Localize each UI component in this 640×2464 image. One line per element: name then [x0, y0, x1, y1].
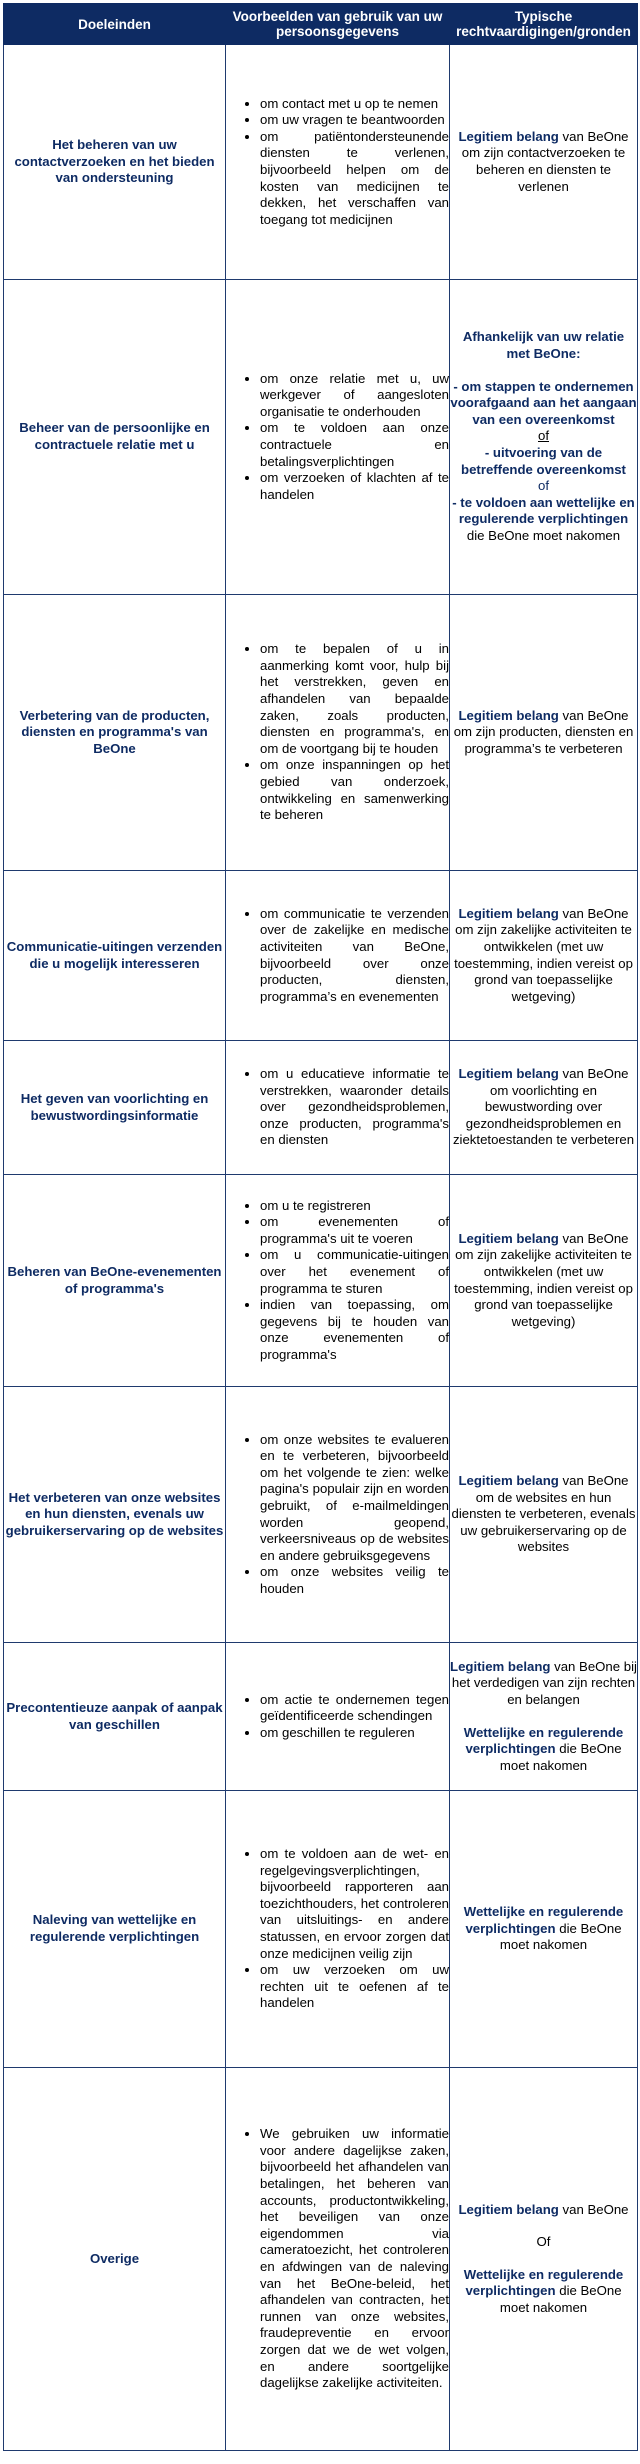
basis-bold: Legitiem belang — [458, 1066, 559, 1082]
basis-text: die BeOne moet nakomen — [499, 2283, 622, 2315]
basis-text: van BeOne bij het verdedigen van zijn rechten en belangen — [451, 1658, 637, 1707]
example-item: • om te voldoen aan onze contractuele en betalingsverplichtingen — [260, 420, 449, 470]
basis-text: die BeOne moet nakomen — [499, 1741, 622, 1773]
example-item: • om onze inspanningen op het gebied van onderzoek, ontwikkeling en samenwerking te beheren — [260, 757, 449, 823]
basis-text: van BeOne om voorlichting en bewustwording over gezondheidsproblemen en ziektetoestanden te verbeteren — [452, 1066, 635, 1148]
basis-text: die BeOne moet nakomen — [466, 527, 621, 543]
examples-cell — [226, 1791, 450, 2068]
table-row — [4, 1175, 638, 1387]
example-item: • om te bepalen of u in aanmerking komt voor, hulp bij het verstrekken, geven en afhandelen van bepaalde zaken, zoals producten, diensten en programma's, en om de voortgang bij te houden — [260, 641, 449, 757]
basis-cell — [450, 1791, 638, 2068]
basis-text: van BeOne om zijn contactverzoeken te beheren en diensten te verlenen — [461, 128, 629, 194]
basis-cell — [450, 2068, 638, 2451]
purpose-cell: Het geven van voorlichting en bewustwordingsinformatie — [4, 1041, 226, 1175]
table-row — [4, 2068, 638, 2451]
basis-text: van BeOne om zijn zakelijke activiteiten te ontwikkelen (met uw toestemming, indien vereist op grond van toepasselijke wetgeving) — [454, 1230, 633, 1329]
example-item: • om uw vragen te beantwoorden — [260, 112, 449, 129]
table-row — [4, 1643, 638, 1791]
purpose-cell: Communicatie-uitingen verzenden die u mogelijk interesseren — [4, 871, 226, 1041]
basis-or: of — [538, 478, 549, 494]
table-row — [4, 45, 638, 280]
basis-bold: Legitiem belang — [458, 2201, 559, 2217]
basis-bold: Legitiem belang — [458, 128, 559, 144]
table-header-row — [4, 4, 638, 45]
examples-cell — [226, 1387, 450, 1643]
example-item: • indien van toepassing, om gegevens bij te houden van onze evenementen of programma's — [260, 1297, 449, 1363]
examples-cell — [226, 280, 450, 595]
table-row — [4, 1387, 638, 1643]
basis-text: van BeOne — [558, 2201, 629, 2217]
basis-bold: Legitiem belang — [450, 1658, 551, 1674]
basis-text: van BeOne om de websites en hun diensten te verbeteren, evenals uw gebruikerservaring op de websites — [451, 1473, 636, 1555]
basis-bold: Wettelijke en regulerende verplichtingen — [463, 2266, 624, 2299]
examples-cell — [226, 1041, 450, 1175]
example-item: • om patiëntondersteunende diensten te verlenen, bijvoorbeeld helpen om de kosten van medicijnen te dekken, het verschaffen van toegang tot medicijnen — [260, 129, 449, 229]
basis-item: - te voldoen aan wettelijke en regulerende verplichtingen — [452, 494, 635, 527]
example-item: • om verzoeken of klachten af te handelen — [260, 470, 449, 503]
examples-cell — [226, 45, 450, 280]
basis-or: Of — [536, 2234, 551, 2250]
basis-cell — [450, 1643, 638, 1791]
basis-bold: Wettelijke en regulerende verplichtingen — [463, 1904, 624, 1936]
examples-cell — [226, 595, 450, 871]
example-item: • om onze websites te evalueren en te verbeteren, bijvoorbeeld om het volgende te zien: welke pagina's populair zijn en worden gebruikt, of e-mailmeldingen worden geopend, verkeersniveaus op de websites en andere gebruiksgegevens — [260, 1432, 449, 1565]
purpose-cell: Precontentieuze aanpak of aanpak van geschillen — [4, 1643, 226, 1791]
example-item: • om onze relatie met u, uw werkgever of aangesloten organisatie te onderhouden — [260, 371, 449, 421]
example-item: • om onze websites veilig te houden — [260, 1564, 449, 1597]
examples-cell — [226, 1175, 450, 1387]
header-basis: Typische rechtvaardigingen/gronden — [450, 4, 638, 45]
example-item: • om evenementen of programma's uit te voeren — [260, 1214, 449, 1247]
purpose-cell: Beheer van de persoonlijke en contractuele relatie met u — [4, 280, 226, 595]
basis-cell — [450, 1041, 638, 1175]
examples-cell — [226, 871, 450, 1041]
basis-bold: Legitiem belang — [458, 707, 559, 723]
basis-cell — [450, 1175, 638, 1387]
basis-item: - om stappen te ondernemen voorafgaand aan het aangaan van een overeenkomst — [450, 378, 637, 427]
basis-bold: Legitiem belang — [458, 1230, 559, 1246]
basis-cell — [450, 45, 638, 280]
example-item: • om geschillen te reguleren — [260, 1725, 449, 1742]
basis-bold: Legitiem belang — [458, 1473, 559, 1489]
example-item: • om actie te ondernemen tegen geïdentificeerde schendingen — [260, 1692, 449, 1725]
table-row — [4, 871, 638, 1041]
header-purposes: Doeleinden — [4, 4, 226, 45]
basis-text: die BeOne moet nakomen — [499, 1920, 622, 1953]
example-item: • om uw verzoeken om uw rechten uit te oefenen af te handelen — [260, 1962, 449, 2012]
privacy-purposes-table — [3, 3, 638, 2451]
table-row — [4, 1041, 638, 1175]
purpose-cell: Beheren van BeOne-evenementen of programma's — [4, 1175, 226, 1387]
basis-cell — [450, 871, 638, 1041]
example-item: • om u communicatie-uitingen over het evenement of programma te sturen — [260, 1247, 449, 1297]
purpose-cell: Verbetering van de producten, diensten en programma's van BeOne — [4, 595, 226, 871]
basis-or: of — [538, 428, 549, 444]
table-row — [4, 595, 638, 871]
basis-cell — [450, 1387, 638, 1643]
basis-bold: Legitiem belang — [458, 905, 559, 921]
basis-text: van BeOne om zijn zakelijke activiteiten te ontwikkelen (met uw toestemming, indien vereist op grond van toepasselijke wetgeving) — [454, 905, 633, 1004]
example-item: • om communicatie te verzenden over de zakelijke en medische activiteiten van BeOne, bijvoorbeeld over onze producten, diensten, programma’s en evenementen — [260, 906, 449, 1006]
purpose-cell: Naleving van wettelijke en regulerende verplichtingen — [4, 1791, 226, 2068]
purpose-cell: Het verbeteren van onze websites en hun diensten, evenals uw gebruikerservaring op de websites — [4, 1387, 226, 1643]
example-item: • om te voldoen aan de wet- en regelgevingsverplichtingen, bijvoorbeeld rapporteren aan toezichthouders, het controleren van uitsluitings- en andere statussen, en ervoor zorgen dat onze medicijnen veilig zijn — [260, 1846, 449, 1962]
basis-bold: Wettelijke en regulerende verplichtingen — [463, 1724, 624, 1757]
basis-cell — [450, 280, 638, 595]
examples-cell — [226, 1643, 450, 1791]
basis-intro: Afhankelijk van uw relatie met BeOne: — [462, 329, 625, 362]
example-item: • om u te registreren — [260, 1198, 449, 1215]
purpose-cell: Overige — [4, 2068, 226, 2451]
purpose-cell: Het beheren van uw contactverzoeken en het bieden van ondersteuning — [4, 45, 226, 280]
basis-item: - uitvoering van de betreffende overeenkomst — [461, 445, 626, 477]
example-item: • We gebruiken uw informatie voor andere dagelijkse zaken, bijvoorbeeld het afhandelen van betalingen, het beheren van accounts, productontwikkeling, het beveiligen van onze eigendommen via cameratoezicht, het controleren en afdwingen van de naleving van het BeOne-beleid, het afhandelen van contracten, het runnen van onze websites, fraudepreventie en ervoor zorgen dat we de wet volgen, en andere soortgelijke dagelijkse zakelijke activiteiten. — [260, 2126, 449, 2392]
examples-cell — [226, 2068, 450, 2451]
basis-cell — [450, 595, 638, 871]
example-item: • om contact met u op te nemen — [260, 96, 449, 113]
example-item: • om u educatieve informatie te verstrekken, waaronder details over gezondheidsproblemen, onze producten, programma's en diensten — [260, 1066, 449, 1149]
table-row — [4, 1791, 638, 2068]
header-examples: Voorbeelden van gebruik van uw persoonsgegevens — [226, 4, 450, 45]
basis-text: van BeOne om zijn producten, diensten en programma’s te verbeteren — [453, 707, 634, 756]
table-row — [4, 280, 638, 595]
